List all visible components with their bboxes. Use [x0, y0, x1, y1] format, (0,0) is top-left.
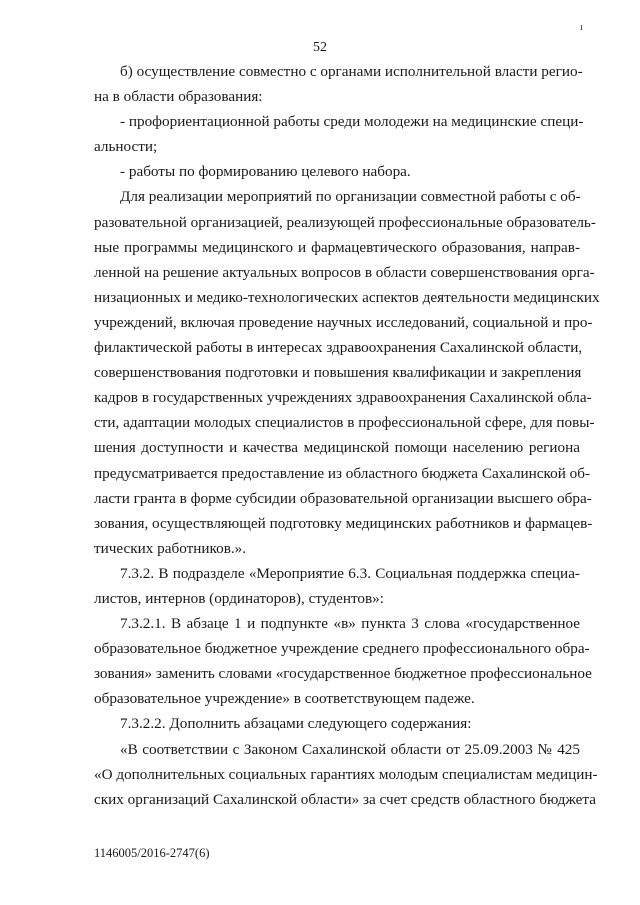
text-line: ласти гранта в форме субсидии образовательной организации высшего обра- — [94, 489, 592, 507]
text-line: ленной на решение актуальных вопросов в области совершенствования орга- — [94, 263, 595, 281]
text-line: кадров в государственных учреждениях здравоохранения Сахалинской обла- — [94, 389, 592, 407]
text-line: филактической работы в интересах здравоохранения Сахалинской области, — [94, 339, 583, 357]
document-body — [94, 59, 600, 812]
text-line: ные программы медицинского и фармацевтического образования, направ- — [94, 238, 580, 256]
text-line: «В соответствии с Законом Сахалинской области от 25.09.2003 № 425 — [120, 740, 580, 758]
text-line: 7.3.2.1. В абзаце 1 и подпункте «в» пункта 3 слова «государственное — [120, 615, 580, 633]
text-line: «О дополнительных социальных гарантиях молодым специалистам медицин- — [94, 765, 598, 783]
text-line: образовательное учреждение» в соответствующем падеже. — [94, 690, 475, 708]
text-line: альности; — [94, 138, 158, 156]
text-line: низационных и медико-технологических аспектов деятельности медицинских — [94, 288, 600, 306]
text-line: - работы по формированию целевого набора. — [120, 163, 411, 181]
text-line: 7.3.2. В подразделе «Мероприятие 6.3. Социальная поддержка специа- — [120, 564, 580, 582]
text-line: образовательное бюджетное учреждение среднего профессионального обра- — [94, 640, 590, 658]
text-line: шения доступности и качества медицинской помощи населению региона — [94, 439, 580, 457]
text-line: - профориентационной работы среди молодежи на медицинские специ- — [120, 113, 584, 131]
text-line: учреждений, включая проведение научных исследований, социальной и про- — [94, 313, 593, 331]
text-line: ских организаций Сахалинской области» за счет средств областного бюджета — [94, 790, 596, 808]
text-line: зования, осуществляющей подготовку медицинских работников и фармацев- — [94, 514, 593, 532]
text-line: на в области образования: — [94, 88, 263, 106]
text-line: совершенствования подготовки и повышения квалификации и закрепления — [94, 364, 582, 382]
text-line: зования» заменить словами «государственное бюджетное профессиональное — [94, 665, 592, 683]
document-code: 1146005/2016-2747(6) — [94, 846, 210, 860]
text-line: сти, адаптации молодых специалистов в профессиональной сфере, для повы- — [94, 414, 595, 432]
text-line: предусматривается предоставление из областного бюджета Сахалинской об- — [94, 464, 591, 482]
text-line: листов, интернов (ординаторов), студентов»: — [94, 589, 384, 607]
text-line: б) осуществление совместно с органами исполнительной власти регио- — [120, 63, 583, 80]
text-line: 7.3.2.2. Дополнить абзацами следующего содержания: — [120, 715, 472, 733]
text-line: разовательной организацией, реализующей профессиональные образователь- — [94, 213, 596, 231]
text-line: тических работников.». — [94, 539, 247, 557]
scan-mark: ı — [580, 22, 583, 33]
page-number: 52 — [313, 40, 327, 55]
text-line: Для реализации мероприятий по организации совместной работы с об- — [120, 188, 581, 206]
